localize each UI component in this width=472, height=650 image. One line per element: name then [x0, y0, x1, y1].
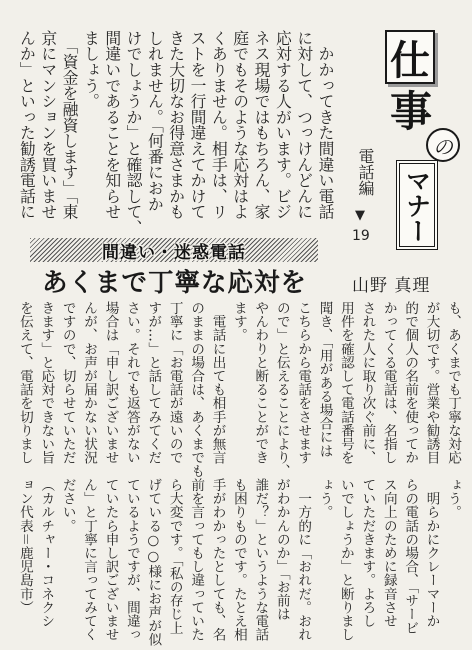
text-line: された人に取り次ぐ前に、 [359, 301, 376, 465]
text-line: いでしょうか」と断りまし [337, 478, 354, 642]
text-line: ださい。 [59, 478, 76, 533]
text-line: 電話に出ても相手が無言 [209, 301, 226, 465]
text-line: 聞き、「用がある場合には [316, 301, 333, 458]
text-line: 間違いであることを知らせ [102, 30, 122, 220]
text-line: ょう。 [445, 478, 461, 519]
text-line: ネス現場ではもちろん、家 [252, 30, 272, 220]
series-title-manner: マナー [402, 167, 432, 243]
text-line: 「資金を融資します」「東 [60, 30, 80, 220]
text-line: ているようですが、間違っ [123, 478, 140, 642]
text-line: ので」と伝えることにより、 [273, 301, 290, 478]
series-title-manner-box [396, 160, 438, 250]
text-line: けでしょうか」と確認して、 [124, 30, 144, 236]
author-byline: 山野 真理 [352, 276, 431, 296]
article-body-bottom [13, 478, 463, 646]
text-line: ます。 [230, 301, 247, 342]
series-subtitle: 電話編 [356, 148, 375, 196]
text-line: ましょう。 [81, 30, 101, 109]
text-line: 誰だ？」というような電話 [252, 478, 269, 642]
text-line: らの電話の場合、「サービ [402, 478, 419, 635]
text-line: くありません。相手は、リ [209, 30, 229, 220]
text-line: ス向上のために録音させ [380, 478, 397, 628]
text-line: ら大変です。「私の存じ上 [166, 478, 183, 635]
article-body-top [16, 30, 336, 234]
text-line: ストを一行間違えてかけて [188, 30, 208, 220]
series-number: 19 [352, 228, 370, 244]
author-affiliation-line: （カルチャー・コネクシ [38, 478, 55, 628]
text-line: 庭でもそのような応対はよ [230, 30, 250, 220]
text-line: が大切です。営業や勧誘目 [423, 301, 440, 465]
text-line: ていただきます。よろし [359, 478, 376, 628]
text-line: を伝えて、電話を切りまし [16, 301, 33, 465]
text-line: も困りものです。たとえ相 [230, 478, 247, 642]
text-line: 応対する人がいます。ビジ [273, 30, 293, 220]
text-line: かってくる電話は、名指し [380, 301, 397, 465]
text-line: 丁寧に「お電話が遠いので [166, 301, 183, 465]
text-line: げている○○様にお声が似 [145, 478, 162, 646]
text-line: かかってきた間違い電話 [316, 30, 335, 220]
text-line: やんわりと断ることができ [252, 301, 269, 465]
series-title-char-no: の [426, 128, 460, 162]
text-line: んが、お声が届かない状況 [81, 301, 98, 465]
text-line: ょう。 [316, 478, 333, 519]
section-band [30, 238, 318, 262]
text-line: 明らかにクレーマーか [423, 478, 440, 628]
text-line: のままの場合は、あくまでも [188, 301, 205, 478]
text-line: すが…」と話してみてくだ [145, 301, 162, 465]
article-body-middle [13, 301, 463, 477]
text-line: 場合は「申し訳ございませ [102, 301, 119, 465]
section-label: 間違い・迷惑電話 [102, 242, 246, 263]
series-title-char-koto: 事 [389, 87, 432, 136]
text-line: んか」といった勧誘電話に [17, 30, 37, 220]
headline: あくまで丁寧な応対を [42, 268, 308, 298]
triangle-down-icon: ▼ [355, 208, 365, 223]
text-line: きます」と応対できない旨 [38, 301, 55, 465]
text-line: ん」と丁寧に言ってみてく [81, 478, 98, 642]
text-line: 用件を確認して電話番号を [337, 301, 354, 465]
text-line: がわかんのか」「お前は [273, 478, 290, 621]
text-line: ていたら申し訳ございませ [102, 478, 119, 642]
text-line: 前を言ってもし違っていた [188, 478, 205, 642]
text-line: に対して、つっけんどんに [294, 30, 314, 220]
text-line: 的で個人の名前を使ってか [402, 301, 419, 465]
text-line: 一方的に「おれだ。おれ [295, 478, 312, 642]
text-line: も、あくまでも丁寧な対応 [445, 301, 461, 465]
author-affiliation-line: ョン代表＝鹿児島市） [16, 478, 33, 614]
text-line: ですので、切らせていただ [59, 301, 76, 465]
text-line: 京にマンションを買いませ [38, 30, 58, 220]
text-line: しれません。「何番におか [145, 30, 165, 212]
text-line: きた大切なお得意さまかも [166, 30, 186, 220]
text-line: こちらから電話をさせます [295, 301, 312, 465]
text-line: 手がわかったとしても、名 [209, 478, 226, 642]
series-title-char-shi: 仕 [385, 30, 435, 84]
text-line: さい。それでも返答がない [123, 301, 140, 465]
